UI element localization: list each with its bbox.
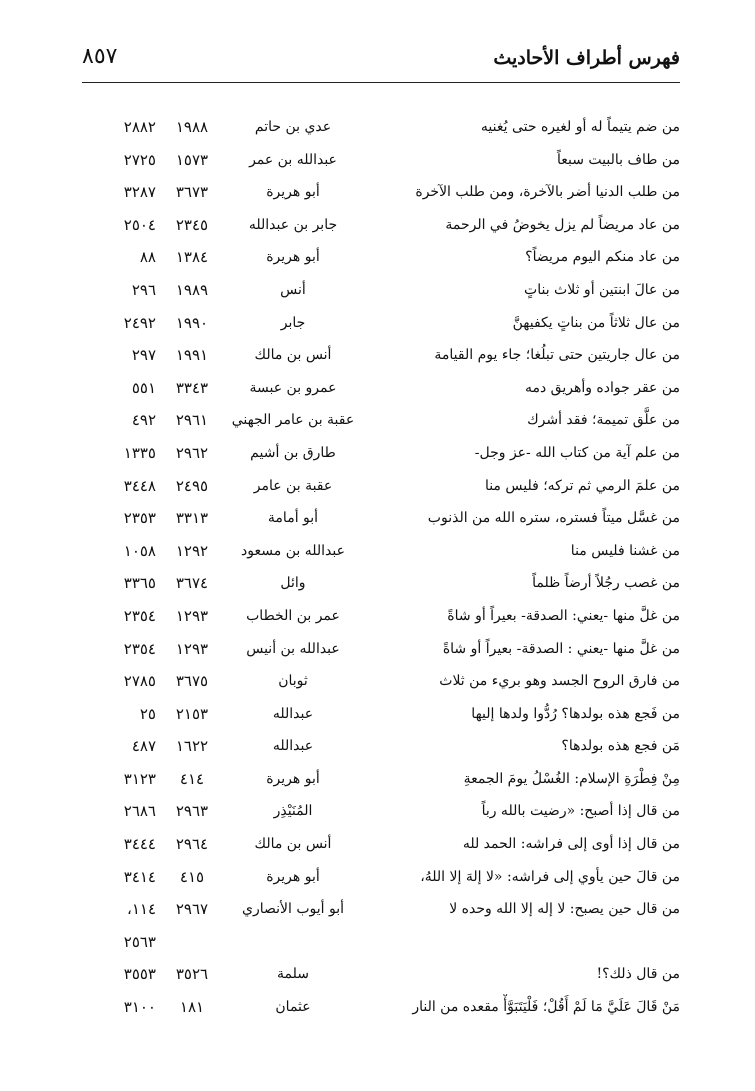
hadith-index-list [82, 114, 680, 1027]
reference-number: ٣١٢٣ [123, 769, 156, 788]
narrator-name: عثمان [275, 999, 311, 1016]
narrator-name: عمر بن الخطاب [246, 607, 340, 624]
hadith-text: من قال حين يصبح: لا إله إلا الله وحده لا [449, 901, 680, 918]
index-row [82, 407, 680, 440]
index-row [82, 929, 680, 962]
index-row [82, 766, 680, 799]
hadith-text: من عالَ ابنتين أو ثلاث بناتٍ [524, 281, 680, 298]
hadith-number: ٣٦٧٣ [175, 183, 209, 202]
reference-number: ٢٧٢٥ [123, 150, 156, 169]
narrator-name: عبدالله بن عمر [249, 151, 337, 168]
narrator-name: سلمة [277, 966, 309, 983]
index-row [82, 212, 680, 245]
hadith-text: من عال ثلاثاً من بناتٍ يكفيهنَّ [512, 314, 680, 331]
reference-number: ٢٣٥٤ [123, 639, 156, 658]
reference-number: ٣٥٥٣ [123, 965, 156, 984]
index-row [82, 733, 680, 766]
reference-number: ١٠٥٨ [123, 541, 156, 560]
hadith-number: ١٢٩٣ [175, 606, 209, 625]
reference-number: ٤٨٧ [131, 737, 156, 756]
hadith-number: ٣٥٢٦ [175, 965, 209, 984]
hadith-text: من غلَّ منها -يعني: الصدقة- بعيراً أو شاةً [447, 607, 680, 624]
index-row [82, 961, 680, 994]
index-row [82, 603, 680, 636]
reference-number: ٢٥٦٣ [123, 932, 156, 951]
index-row [82, 440, 680, 473]
index-row [82, 310, 680, 343]
hadith-number: ١٩٩١ [175, 346, 209, 365]
hadith-number: ٤١٥ [179, 867, 205, 886]
index-row [82, 994, 680, 1027]
reference-number: ٢٥ [139, 704, 156, 723]
hadith-number: ٣٣٤٣ [175, 378, 209, 397]
narrator-name: عبدالله بن مسعود [241, 542, 345, 559]
narrator-name: عبدالله [272, 738, 314, 755]
hadith-text: من طاف بالبيت سبعاً [556, 151, 680, 168]
index-row [82, 896, 680, 929]
reference-number: ٣٣٦٥ [123, 574, 156, 593]
hadith-text: من فَجع هذه بولدها؟ رُدُّوا ولدها إليها [471, 705, 680, 722]
narrator-name: أبو أمامة [267, 510, 319, 527]
index-row [82, 114, 680, 147]
hadith-text: من عقر جواده وأهريق دمه [524, 379, 680, 396]
hadith-number: ٣٣١٣ [175, 509, 209, 528]
reference-number: ٢٧٨٥ [123, 672, 156, 691]
narrator-name: عمرو بن عبسة [249, 379, 337, 396]
reference-number: ٢٩٦ [131, 280, 156, 299]
index-row [82, 277, 680, 310]
hadith-text: من قال ذلك؟! [596, 966, 680, 983]
reference-number: ٢٨٨٢ [123, 118, 156, 136]
narrator-name: جابر بن عبدالله [248, 216, 338, 233]
hadith-text: من غصب رجُلاً أرضاً ظلماً [532, 575, 680, 592]
hadith-text: من عاد منكم اليوم مريضاً؟ [525, 249, 680, 266]
hadith-number: ٢١٥٣ [175, 704, 209, 723]
narrator-name: وائل [280, 575, 306, 592]
reference-number: ٣١٠٠ [123, 998, 156, 1017]
hadith-number: ٣٦٧٤ [175, 574, 209, 593]
running-title: فهرس أطراف الأحاديث [493, 47, 680, 69]
hadith-text: من قال إذا أوى إلى فراشه: الحمد لله [462, 836, 680, 853]
header-divider [82, 82, 680, 83]
hadith-number: ١٥٧٣ [175, 150, 209, 169]
narrator-name: أنس بن مالك [254, 836, 332, 853]
hadith-number: ٢٩٦٣ [175, 802, 209, 821]
narrator-name: طارق بن أشيم [250, 444, 336, 461]
index-row [82, 505, 680, 538]
index-row [82, 147, 680, 180]
reference-number: ٥٥١ [131, 378, 156, 397]
index-row [82, 179, 680, 212]
narrator-name: أنس بن مالك [254, 347, 332, 364]
narrator-name: عبدالله [272, 705, 314, 722]
hadith-text: من عاد مريضاً لم يزل يخوضُ في الرحمة [445, 216, 680, 233]
narrator-name: أبو هريرة [266, 249, 320, 266]
narrator-name: أنس [280, 281, 306, 298]
narrator-name: أبو هريرة [266, 868, 320, 885]
reference-number: ٣٤٤٨ [123, 476, 156, 495]
reference-number: ١٣٣٥ [123, 443, 156, 462]
hadith-text: من غشنا فليس منا [570, 542, 680, 559]
reference-number: ٣٤١٤ [123, 867, 156, 886]
hadith-text: مِنْ فِطْرَةِ الإسلام: الغُسْلُ يومَ الجمعةِ [463, 770, 680, 787]
page-number: ٨٥٧ [82, 44, 118, 69]
index-row [82, 798, 680, 831]
narrator-name: أبو أيوب الأنصاري [241, 901, 344, 918]
narrator-name: ثوبان [278, 673, 308, 690]
index-row [82, 473, 680, 506]
index-row [82, 342, 680, 375]
reference-number: ٢٩٧ [131, 346, 156, 365]
reference-number: ٣٢٨٧ [123, 183, 156, 202]
hadith-text: من قال إذا أصبح: «رضيت بالله رباً [481, 803, 680, 820]
hadith-text: من علمَ الرمي ثم تركه؛ فليس منا [484, 477, 680, 494]
hadith-number: ٢٤٩٥ [175, 476, 209, 495]
index-row [82, 701, 680, 734]
hadith-text: من فارق الروح الجسد وهو بريء من ثلاث [439, 673, 680, 690]
reference-number: ٢٦٨٦ [123, 802, 156, 821]
hadith-number: ٣٦٧٥ [175, 672, 209, 691]
hadith-number: ٢٩٦٢ [175, 443, 209, 462]
narrator-name: عدي بن حاتم [254, 119, 332, 135]
reference-number: ٢٤٩٢ [123, 313, 156, 332]
index-row [82, 636, 680, 669]
reference-number: ٤٩٢ [131, 411, 156, 430]
hadith-number: ١٣٨٤ [175, 248, 209, 267]
reference-number: ١١٤، [126, 900, 156, 919]
index-row [82, 831, 680, 864]
hadith-number: ٢٩٦٤ [175, 835, 209, 854]
hadith-number: ٢٩٦٧ [175, 900, 209, 919]
hadith-number: ١٢٩٢ [175, 541, 209, 560]
hadith-number: ١٢٩٣ [175, 639, 209, 658]
narrator-name: أبو هريرة [266, 770, 320, 787]
hadith-text: من ضم يتيماً له أو لغيره حتى يُغنيه [480, 119, 680, 135]
hadith-number: ٢٩٦١ [175, 411, 209, 430]
hadith-number: ٢٣٤٥ [175, 215, 209, 234]
reference-number: ٣٤٤٤ [123, 835, 156, 854]
index-row [82, 375, 680, 408]
narrator-name: أبو هريرة [266, 184, 320, 201]
narrator-name: عبدالله بن أنيس [246, 640, 340, 657]
hadith-number: ١٨١ [179, 998, 205, 1017]
hadith-text: مَن فجع هذه بولدها؟ [561, 738, 680, 755]
index-row [82, 570, 680, 603]
reference-number: ٢٣٥٤ [123, 606, 156, 625]
hadith-number: ١٩٨٩ [175, 280, 209, 299]
hadith-text: من علم آية من كتاب الله -عز وجل- [474, 444, 680, 461]
hadith-text: من غلَّ منها -يعني : الصدقة- بعيراً أو شاةً [442, 640, 680, 657]
hadith-text: من عال جاريتين حتى تبلُغا؛ جاء يوم القيامة [434, 347, 680, 364]
narrator-name: المُنَيْذِر [273, 803, 313, 820]
hadith-number: ١٩٩٠ [175, 313, 209, 332]
hadith-text: من غسَّل ميتاً فستره، ستره الله من الذنوب [427, 510, 680, 527]
index-row [82, 864, 680, 897]
index-row [82, 244, 680, 277]
hadith-number: ١٩٨٨ [175, 118, 209, 136]
page-header [82, 36, 680, 76]
narrator-name: عقبة بن عامر [253, 477, 333, 494]
reference-number: ٢٥٠٤ [123, 215, 156, 234]
hadith-text: مَنْ قَالَ عَلَيَّ مَا لَمْ أَقُلْ؛ فَلْيَتَبَوَّأْ مقعده من النار [412, 999, 680, 1016]
narrator-name: جابر [280, 314, 306, 331]
hadith-text: من قالَ حين يأوي إلى فراشه: «لا إلهَ إلا اللهُ، [420, 868, 680, 885]
narrator-name: عقبة بن عامر الجهني [231, 412, 355, 429]
hadith-text: من طلب الدنيا أضر بالآخرة، ومن طلب الآخرة [415, 184, 680, 201]
index-row [82, 668, 680, 701]
hadith-number: ١٦٢٢ [175, 737, 209, 756]
index-row [82, 538, 680, 571]
reference-number: ٨٨ [139, 248, 156, 267]
hadith-number: ٤١٤ [179, 769, 205, 788]
hadith-text: من علَّق تميمة؛ فقد أشرك [527, 412, 680, 429]
reference-number: ٢٣٥٣ [123, 509, 156, 528]
